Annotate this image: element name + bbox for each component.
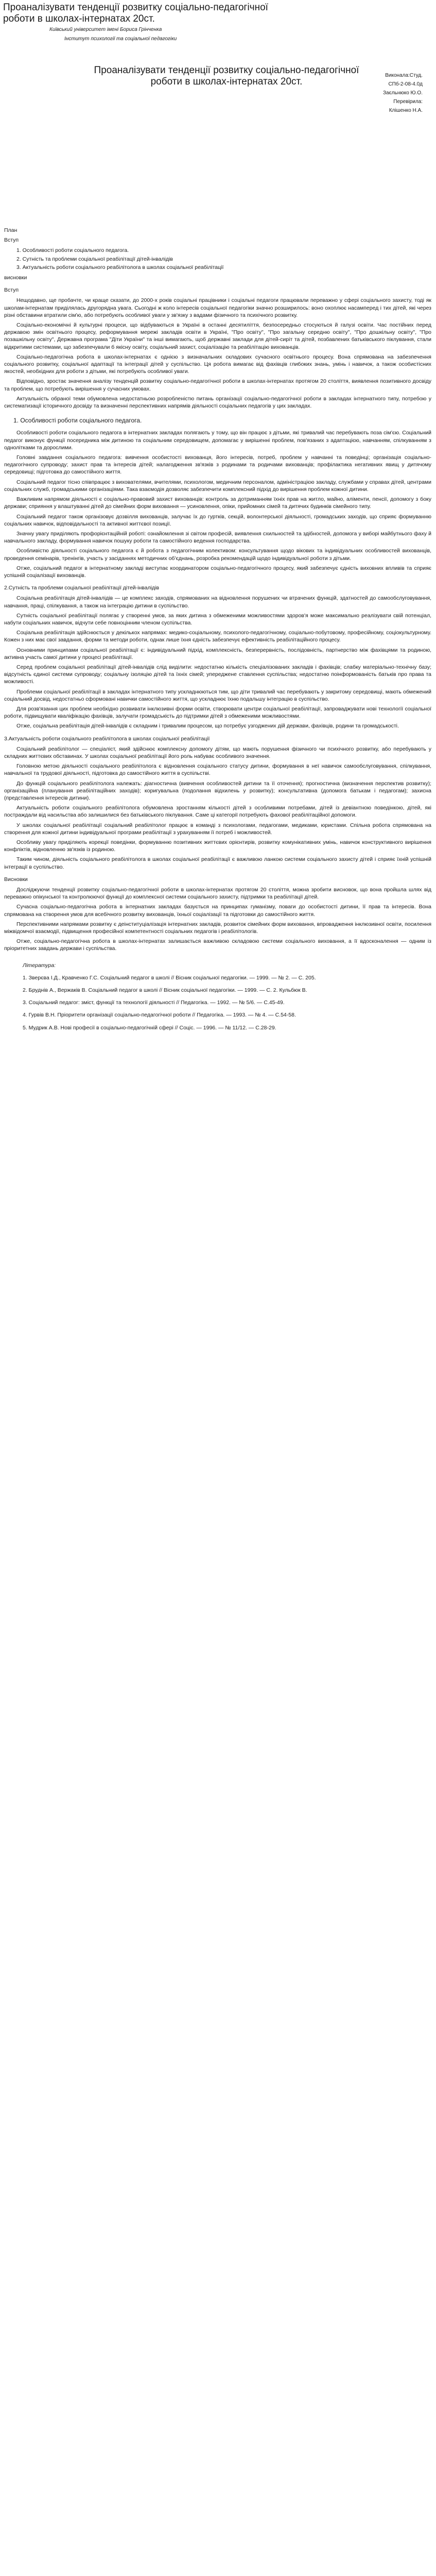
toc-item: 3. Актуальність роботи соціального реабілітолога в школах соціальної реабілітації: [16, 264, 224, 270]
literature-item: 1. Зверєва І.Д., Кравченко Г.С. Соціальний педагог в школі // Вісник соціальної педагогіки. — 1999. — № 2. — С. 205.: [23, 974, 316, 981]
table-of-contents: [16, 247, 431, 271]
intro-heading: Вступ: [4, 287, 19, 294]
meta-line: Заєльнюко Ю.О.: [382, 90, 423, 96]
meta-line: Перевірила:: [393, 99, 423, 105]
paragraph: Соціальний педагог тісно співпрацює з вихователями, вчителями, психологом, медичним персоналом, адміністрацією закладу, службами у справах дітей, центрами соціальних служб, громадськими організаціями. Така взаємодія дозволяє забезпечити комплексний підхід до вирішення проблем кожної дитини.: [4, 479, 431, 493]
university-name: Київський університет імені Бориса Грінченка: [49, 27, 162, 32]
paragraph: Соціальна реабілітація здійснюється у декількох напрямах: медико-соціальному, психолого-педагогічному, соціально-побутовому, професійному, соціокультурному. Кожен з них має свої завдання, форми та методи роботи, однак лише їхня єдність забезпечує ефективність реабілітаційного процесу.: [4, 630, 431, 643]
main-title: Проаналізувати тенденції розвитку соціально-педагогічної роботи в школах-інтернатах 20ст.: [94, 65, 359, 87]
toc-item: 2. Сутність та проблеми соціальної реабілітації дітей-інвалідів: [16, 256, 173, 262]
paragraph: Перспективними напрямами розвитку є деінституціалізація інтернатних закладів, розвиток сімейних форм виховання, впровадження інклюзивної освіти, посилення міжвідомчої взаємодії, підвищення професійної компетентності соціальних педагогів і реабілітологів.: [4, 921, 431, 935]
paragraph: Соціально-педагогічна робота в школах-інтернатах є однією з визначальних складових сучасного освітнього процесу. Вона спрямована на забезпечення соціального розвитку, соціальної адаптації та інтеграції дітей у суспільство. Ця робота вимагає від фахівців глибоких знань, умінь і навичок, а також особистісних якостей, необхідних для роботи з дітьми, які потребують особливої уваги.: [4, 353, 431, 375]
paragraph: Отже, соціальний педагог в інтернатному закладі виступає координатором соціально-педагогічного процесу, який забезпечує єдність виховних впливів та сприяє успішній соціалізації вихованців.: [4, 565, 431, 579]
section-2-heading: 2.Сутність та проблеми соціальної реабілітації дітей-інвалідів: [4, 585, 160, 591]
meta-line: СПб-2-08-4.0д: [388, 81, 423, 87]
literature-heading: Література:: [23, 962, 56, 969]
paragraph: Сутність соціальної реабілітації полягає у створенні умов, за яких дитина з обмеженими можливостями здоров'я може максимально реалізувати свій потенціал, набути соціальних навичок, відчути себе повноцінним членом суспільства.: [4, 612, 431, 626]
author-block: [383, 71, 423, 115]
literature-list: [4, 962, 431, 1031]
paragraph: Таким чином, діяльність соціального реабілітолога в школах соціальної реабілітації є важливою ланкою системи соціального захисту дітей і сприяє їхній успішній інтеграції в суспільство.: [4, 856, 431, 870]
paragraph: Соціальний реабілітолог — спеціаліст, який здійснює комплексну допомогу дітям, що мають порушення фізичного чи психічного розвитку, або перебувають у складних життєвих обставинах. У школах соціальної реабілітації його роль набуває особливого значення.: [4, 745, 431, 759]
paragraph: Актуальність роботи соціального реабілітолога обумовлена зростанням кількості дітей з особливими потребами, дітей із девіантною поведінкою, дітей, які постраждали від насильства або залишилися без батьківського піклування. Саме ці категорії потребують фахової реабілітаційної допомоги.: [4, 805, 431, 819]
document-title: Проаналізувати тенденції розвитку соціально-педагогічної роботи в школах-інтернатах 20ст.: [3, 2, 268, 24]
paragraph: Відповідно, зростає значення аналізу тенденцій розвитку соціально-педагогічної роботи в школах-інтернатах протягом 20 століття, виявлення позитивного досвіду та проблем, що потребують вирішення у сучасних умовах.: [4, 378, 431, 392]
conclusions-label: висновки: [4, 275, 27, 281]
paragraph: Проблеми соціальної реабілітації в закладах інтернатного типу ускладнюються тим, що діти тривалий час перебувають у закритому середовищі, мають обмежений соціальний досвід, недостатньо сформовані навички самостійного життя, що ускладнює їхню подальшу інтеграцію в суспільство.: [4, 688, 431, 702]
paragraph: Особливістю діяльності соціального педагога є й робота з педагогічним колективом: консультування щодо вікових та індивідуальних особливостей вихованців, проведення семінарів, тренінгів, участь у засіданнях методичних об'єднань, розробка рекомендацій щодо індивідуальної роботи з дітьми.: [4, 548, 431, 562]
intro-label: Вступ: [4, 237, 19, 244]
literature-item: 4. Гурвів В.Н. Пріоритети організації соціально-педагогічної роботи // Педагогіка. — 1993. — № 4. — С.54-58.: [23, 1012, 296, 1019]
conclusions-heading: Висновки: [4, 876, 28, 883]
paragraph: Нещодавно, ще пробачте, чи краще сказати, до 2000-х років соціальні працівники і соціальні педагоги працювали переважно у сфері соціального захисту, тоді як школам-інтернатам приділялась другорядна увага. Сьогодні ж коло інтересів соціальної педагогіки значно розширилось: воно охоплює насамперед і тих дітей, які через різні обставини втратили сім'ю, або потребують особливої уваги у зв'язку з вадами фізичного та психічного розвитку.: [4, 297, 431, 318]
paragraph: До функцій соціального реабілітолога належать: діагностична (вивчення особливостей дитини та її оточення); прогностична (визначення перспектив розвитку); організаційна (планування реабілітаційних заходів); коригувальна (подолання відхилень у розвитку); консультативна (допомога батькам і педагогам); захисна (представлення інтересів дитини).: [4, 780, 431, 801]
paragraph: Досліджуючи тенденції розвитку соціально-педагогічної роботи в школах-інтернатах протягом 20 століття, можна зробити висновок, що вона пройшла шлях від переважно опікунської та контролюючої функції до комплексної системи соціального захисту, підтримки та реабілітації дітей.: [4, 887, 431, 901]
document-body: [4, 227, 431, 1037]
paragraph: Соціальний педагог також організовує дозвілля вихованців, залучає їх до гуртків, секцій, волонтерської діяльності, громадських заходів, що сприяє формуванню соціальних навичок, відповідальності та активної життєвої позиції.: [4, 513, 431, 527]
paragraph: У школах соціальної реабілітації соціальний реабілітолог працює в команді з психологами, педагогами, медиками, юристами. Спільна робота спрямована на створення для кожної дитини індивідуальної програми реабілітації з урахуванням її потреб і можливостей.: [4, 822, 431, 836]
paragraph: Серед проблем соціальної реабілітації дітей-інвалідів слід виділити: недостатню кількість спеціалізованих закладів і фахівців; слабку матеріально-технічну базу; відсутність єдиної системи супроводу; соціальну ізоляцію дітей та їхніх сімей; упереджене ставлення суспільства; недостатню поінформованість батьків про права та можливості.: [4, 664, 431, 685]
plan-label: План: [4, 227, 18, 233]
literature-item: 2. Бруднів А., Вержаків В. Соціальний педагог в школі // Вісник соціальної педагогіки. — 1999. — С. 2. Кульбюк В.: [23, 987, 307, 994]
paragraph: Актуальність обраної теми обумовлена недостатньою розробленістю питань організації соціально-педагогічної роботи в закладах інтернатного типу, потребою у систематизації історичного досвіду та визначенні перспективних напрямів діяльності соціальних педагогів у цих закладах.: [4, 395, 431, 410]
section-1-heading: 1. Особливості роботи соціального педагога.: [13, 417, 142, 425]
paragraph: Основними принципами соціальної реабілітації є: індивідуальний підхід, комплексність, безперервність, послідовність, партнерство між фахівцями та родиною, активна участь самої дитини у процесі реабілітації.: [4, 647, 431, 660]
paragraph: Сучасна соціально-педагогічна робота в інтернатних закладах базується на принципах гуманізму, поваги до особистості дитини, її прав та інтересів. Вона спрямована на створення умов для всебічного розвитку вихованців, їхньої соціалізації та підготовки до самостійного життя.: [4, 904, 431, 918]
paragraph: Головні завдання соціального педагога: вивчення особистості вихованця, його інтересів, потреб, проблем у навчанні та поведінці; організація соціально-педагогічного супроводу; захист прав та інтересів дітей; налагодження зв'язків з родинами та родичами вихованців; профілактика негативних явищ у дитячому середовищі; підготовка до самостійного життя.: [4, 454, 431, 476]
paragraph: Отже, соціальна реабілітація дітей-інвалідів є складним і тривалим процесом, що потребує узгоджених дій держави, фахівців, родини та громадськості.: [16, 723, 399, 730]
paragraph: Отже, соціально-педагогічна робота в школах-інтернатах залишається важливою складовою системи соціального виховання, а її вдосконалення — одним із пріоритетних завдань держави і суспільства.: [4, 938, 431, 952]
paragraph: Важливим напрямом діяльності є соціально-правовий захист вихованців: контроль за дотриманням їхніх прав на житло, майно, аліменти, пенсії, допомогу з боку держави; сприяння у влаштуванні дітей до сімейних форм виховання — усиновлення, опіки, прийомних сімей та дитячих будинків сімейного типу.: [4, 496, 431, 510]
paragraph: Особливу увагу приділяють корекції поведінки, формуванню позитивних життєвих орієнтирів, розвитку комунікативних умінь, навичок конструктивного вирішення конфліктів, відновленню зв'язків із родиною.: [4, 839, 431, 853]
paragraph: Соціально-економічні й культурні процеси, що відбуваються в Україні в останні десятиліття, безпосередньо стосуються й галузі освіти. Час постійних перед державою змін освітнього процесу, реформування мережі закладів освіти в Україні, "Про освіту", "Про загальну середню освіту", "Про дошкільну освіту", "Про позашкільну освіту", Державна програма "Діти України" та інші вимагають, щоб державні заклади для дітей-сиріт та дітей, позбавлених батьківського піклування, стали відкритими системами, що забезпечували б якісну освіту, соціальний захист, соціалізацію та реабілітацію вихованців.: [4, 322, 431, 350]
literature-item: 3. Соціальний педагог: зміст, функції та технології діяльності // Педагогіка. — 1992. — № 5/6. — С.45-49.: [23, 999, 285, 1006]
paragraph: Особливості роботи соціального педагога в інтернатних закладах полягають у тому, що він працює з дітьми, які тривалий час перебувають поза сім'єю. Соціальний педагог виконує функції посередника між дитиною та соціальним середовищем, допомагає у вирішенні проблем, пов'язаних з адаптацією, навчанням, спілкуванням з однолітками та дорослими.: [4, 430, 431, 451]
paragraph: Значну увагу приділяють профорієнтаційній роботі: ознайомлення зі світом професій, виявлення схильностей та здібностей, допомога у виборі майбутнього фаху й навчального закладу, формування навичок пошуку роботи та самостійного ведення господарства.: [4, 530, 431, 545]
paragraph: Для розв'язання цих проблем необхідно розвивати інклюзивні форми освіти, створювати центри соціальної реабілітації, запроваджувати нові технології соціальної роботи, підвищувати кваліфікацію фахівців, залучати громадськість до підтримки дітей з обмеженими можливостями.: [4, 705, 431, 720]
section-3-heading: 3.Актуальність роботи соціального реабілітолога в школах соціальної реабілітації: [4, 735, 210, 742]
paragraph: Головною метою діяльності соціального реабілітолога є відновлення соціального статусу дитини, формування в неї навичок самообслуговування, спілкування, навчальної та трудової діяльності, підготовка до самостійного життя в суспільстві.: [4, 763, 431, 777]
literature-item: 5. Мудрик А.В. Нові професії в соціально-педагогічній сфері // Соціс. — 1996. — № 11/12. — С.28-29.: [23, 1024, 276, 1031]
paragraph: Соціальна реабілітація дітей-інвалідів — це комплекс заходів, спрямованих на відновлення порушених чи втрачених функцій, здатностей до самообслуговування, навчання, праці, спілкування, а також на інтеграцію дитини в суспільство.: [4, 595, 431, 609]
institute-name: Інститут психології та соціальної педагогіки: [64, 36, 177, 42]
meta-line: Виконала:Студ.: [385, 73, 423, 78]
meta-line: Клішенко Н.А.: [389, 108, 423, 113]
toc-item: 1. Особливості роботи соціального педагога.: [16, 247, 129, 254]
